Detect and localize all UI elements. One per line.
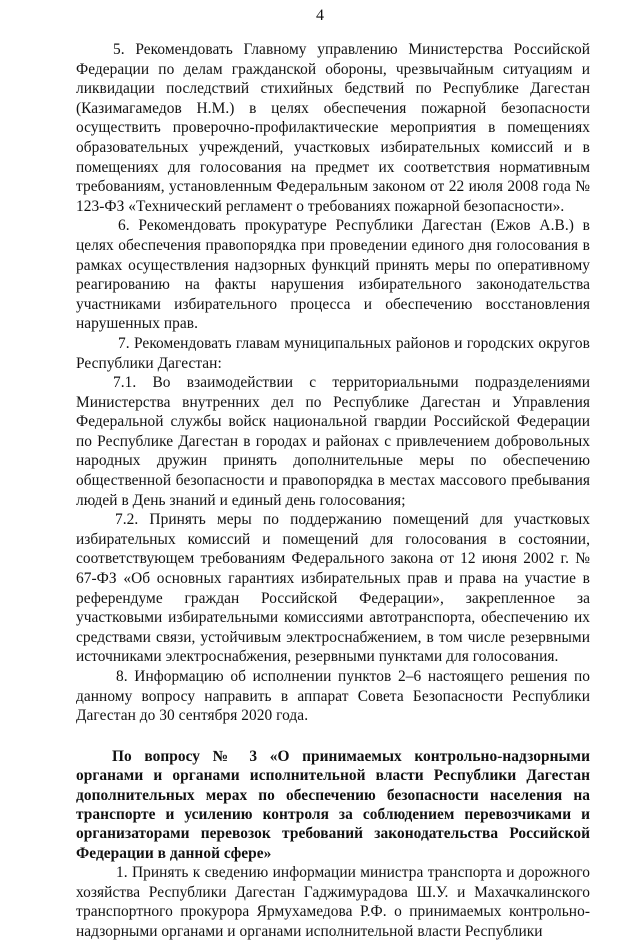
paragraph-item-5: 5. Рекомендовать Главному управлению Министерства Российской Федерации по делам гражданской обороны, чрезвычайным ситуациям и ликвидации последствий стихийных бедствий по Республике Дагестан (Казимагамедов Н.М.) в целях обеспечения пожарной безопасности осуществить проверочно-профилактические мероприятия в помещениях образовательных учреждений, участковых избирательных комиссий и в помещениях для голосования на предмет их соответствия нормативным требованиям, установленным Федеральным законом от 22 июля 2008 года № 123-ФЗ «Технический регламент о требованиях пожарной безопасности».	[76, 41, 590, 215]
section-heading: По вопросу № 3 «О принимаемых контрольно-надзорными органами и органами исполнительной власти Республики Дагестан дополнительных мерах по обеспечению безопасности населения на транспорте и усилению контроля за соблюдением перевозчиками и организаторами перевозок требований законодательства Российской Федерации в данной сфере»	[76, 747, 590, 862]
paragraph-item-7: 7. Рекомендовать главам муниципальных районов и городских округов Республики Дагестан:	[76, 334, 590, 372]
paragraph-item-8: 8. Информацию об исполнении пунктов 2–6 настоящего решения по данному вопросу направить в аппарат Совета Безопасности Республики Дагестан до 30 сентября 2020 года.	[76, 668, 590, 725]
paragraph-section3-item-1: 1. Принять к сведению информации министра транспорта и дорожного хозяйства Республики Дагестан Гаджимурадова Ш.У. и Махачкалинского транспортного прокурора Ярмухамедова Р.Ф. о принимаемых контрольно-надзорными органами и органами исполнительной власти Республики	[76, 864, 590, 940]
document-body	[76, 40, 590, 942]
paragraph-item-7-1: 7.1. Во взаимодействии с территориальными подразделениями Министерства внутренних дел по Республике Дагестан и Управления Федеральной службы войск национальной гвардии Российской Федерации по Республике Дагестан в городах и районах с привлечением добровольных народных дружин принять дополнительные меры по обеспечению общественной безопасности и правопорядка в местах массового пребывания людей в День знаний и единый день голосования;	[76, 374, 590, 509]
paragraph-item-6: 6. Рекомендовать прокуратуре Республики Дагестан (Ежов А.В.) в целях обеспечения правопорядка при проведении единого дня голосования в рамках осуществления надзорных функций принять меры по оперативному реагированию на факты нарушения избирательного законодательства участниками избирательного процесса и обеспечению восстановления нарушенных прав.	[76, 217, 590, 333]
paragraph-item-7-2: 7.2. Принять меры по поддержанию помещений для участковых избирательных комиссий и помещений для голосования в состоянии, соответствующем требованиям Федерального закона от 12 июня 2002 г. № 67-ФЗ «Об основных гарантиях избирательных прав и права на участие в референдуме граждан Российской Федерации», закрепленное за участковыми избирательными комиссиями автотранспорта, обеспечению их средствами связи, устойчивым электроснабжением, в том числе резервными источниками электроснабжения, резервными пунктами для голосования.	[76, 511, 590, 666]
page-number: 4	[316, 7, 324, 24]
section-spacer	[76, 726, 590, 747]
